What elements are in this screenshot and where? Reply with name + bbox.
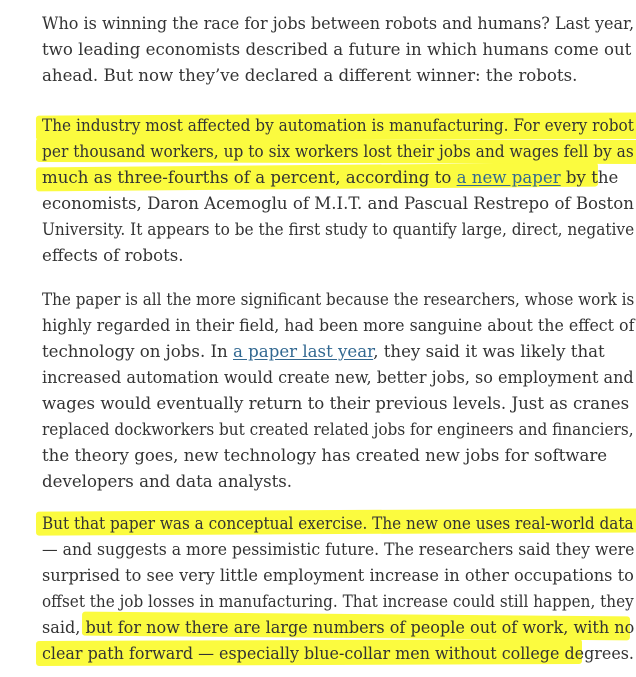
text-line: two leading economists described a future in which humans come out [42,40,632,59]
text-line: per thousand workers, up to six workers lost their jobs and wages fell by as [42,142,634,161]
text-line: replaced dockworkers but created related jobs for engineers and financiers, [42,420,634,439]
text-span: by the [560,168,619,187]
text-line [42,339,605,365]
text-line: But that paper was a conceptual exercise. The new one uses real-world data [42,514,634,533]
text-line: effects of robots. [42,246,184,265]
text-span: much as three-fourths of a percent, according to [42,168,457,187]
text-line: surprised to see very little employment increase in other occupations to [42,566,634,585]
text-line: increased automation would create new, better jobs, so employment and [42,368,634,387]
text-line: offset the job losses in manufacturing. That increase could still happen, they [42,592,634,611]
text-line: University. It appears to be the first study to quantify large, direct, negative [42,220,635,239]
text-line [42,615,634,641]
text-span: said, [42,618,86,637]
text-line: wages would eventually return to their previous levels. Just as cranes [42,394,630,413]
text-line: economists, Daron Acemoglu of M.I.T. and Pascual Restrepo of Boston [42,194,634,213]
text-line: ahead. But now they’ve declared a different winner: the robots. [42,66,578,85]
text-span: technology on jobs. In [42,342,234,361]
text-line: The industry most affected by automation is manufacturing. For every robot [42,116,634,135]
text-line: Who is winning the race for jobs between robots and humans? Last year, [42,14,635,33]
text-line: The paper is all the more significant because the researchers, whose work is [42,290,635,309]
new-paper-link[interactable]: a new paper [456,168,561,187]
text-line [42,165,618,191]
text-line: clear path forward — especially blue-collar men without college degrees. [42,644,634,663]
text-line: developers and data analysts. [42,472,293,491]
text-line: the theory goes, new technology has created new jobs for software [42,446,608,465]
paper-last-year-link[interactable]: a paper last year [233,342,374,361]
text-line: highly regarded in their field, had been more sanguine about the effect of [42,316,635,335]
text-line: — and suggests a more pessimistic future. The researchers said they were [42,540,635,559]
highlighted-text: but for now there are large numbers of people out of work, with no [85,618,635,637]
text-span: , they said it was likely that [373,342,605,361]
